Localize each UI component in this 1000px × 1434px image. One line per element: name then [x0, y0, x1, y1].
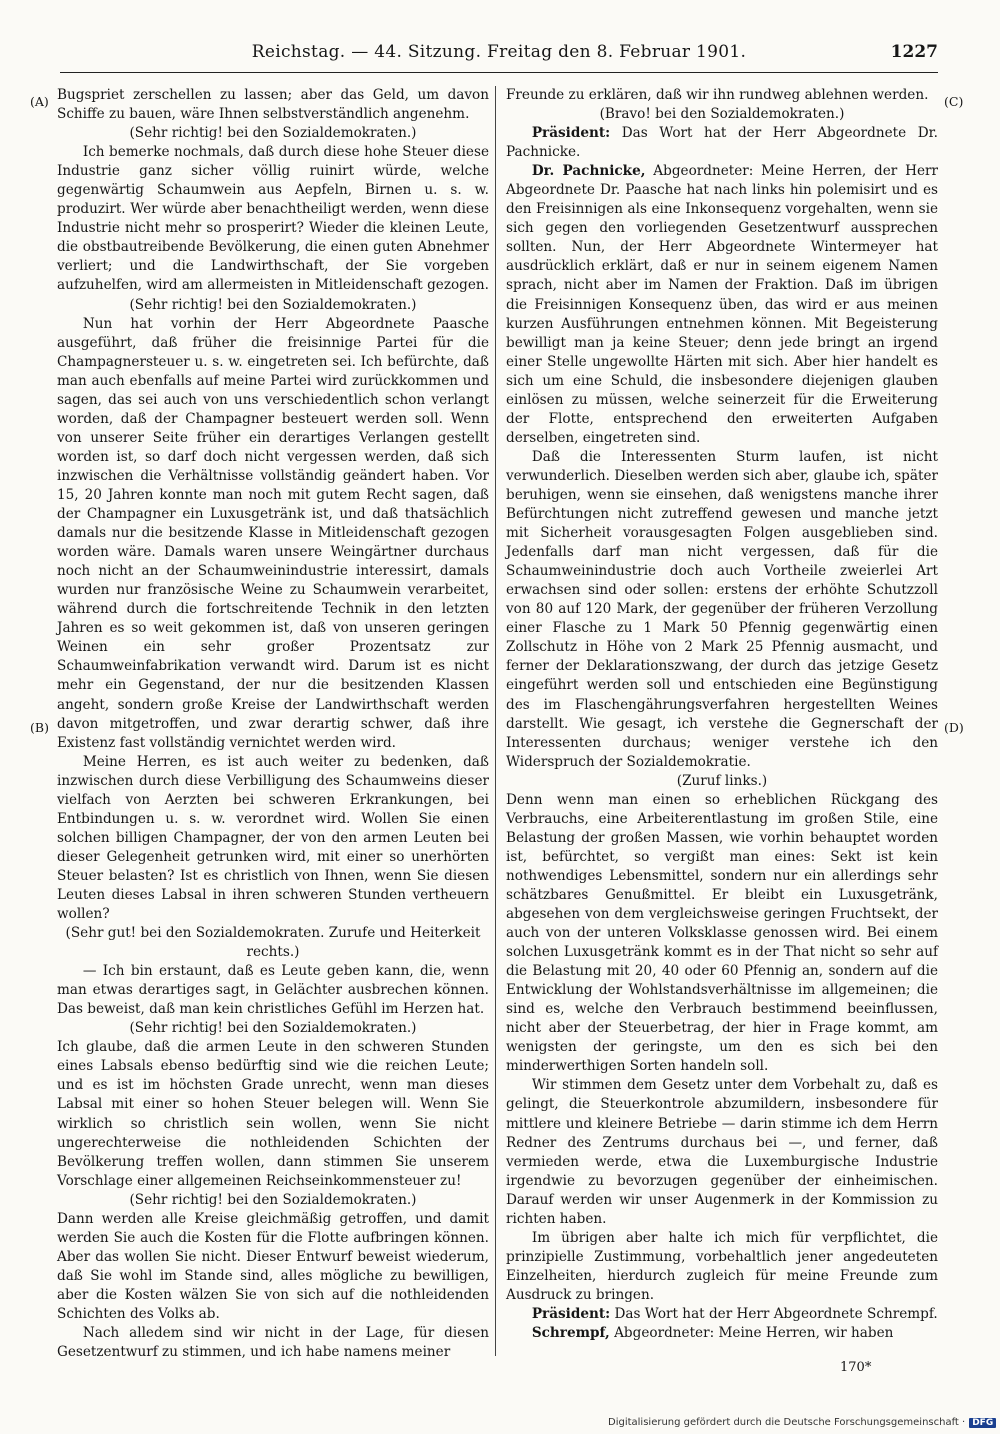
paragraph — [57, 1038, 489, 1190]
paragraph-text: (Sehr richtig! bei den Sozialdemokraten.) — [129, 125, 417, 142]
paragraph-text: (Sehr gut! bei den Sozialdemokraten. Zurufe und Heiterkeit rechts.) — [65, 925, 481, 961]
paragraph — [57, 86, 489, 124]
paragraph-text: — Ich bin erstaunt, daß es Leute geben kann, die, wenn man etwas derartiges sagt, in Gelächter ausbrechen können. Das beweist, daß man kein christliches Gefühl im Herzen hat. — [57, 963, 489, 1018]
paragraph-text: Abgeordneter: Meine Herren, der Herr Abgeordnete Dr. Paasche hat nach links hin polemisirt und es den Freisinnigen als eine Inkonsequenz vorgehalten, wenn sie sich gegen den vorliegenden Gesetzentwurf aussprechen sollten. Nun, der Herr Abgeordnete Wintermeyer hat ausdrücklich erklärt, daß er nur in seinem eigenem Namen sprach, nicht aber im Namen der Fraktion. Daß im übrigen die Freisinnigen Konsequenz üben, das wird er aus meinen kurzen Ausführungen entnehmen können. Mit Begeisterung bewilligt man ja keine Steuer; denn jede bringt an irgend einer Stelle ungewollte Härten mit sich. Aber hier handelt es sich um eine Schuld, die insbesondere diejenigen glauben einlösen zu müssen, welche seinerzeit für die Erweiterung der Flotte, entsprechend den erweiterten Aufgaben derselben, eingetreten sind. — [506, 163, 938, 446]
paragraph-text: Meine Herren, es ist auch weiter zu bedenken, daß inzwischen durch diese Verbilligung des Schaumweins dieser vielfach von Aerzten bei schweren Erkrankungen, bei Entbindungen u. s. w. verordnet wird. Wollen Sie einen solchen billigen Champagner, der von den armen Leuten bei dieser Gelegenheit getrunken wird, mit einer so unerhörten Steuer belasten? Ist es christlich von Ihnen, wenn Sie diesen Leuten dieses Labsal in ihren schweren Stunden vertheuern wollen? — [57, 753, 489, 923]
footer-text: Digitalisierung gefördert durch die Deutsche Forschungsgemeinschaft · — [608, 1417, 966, 1428]
right-column — [506, 86, 938, 1343]
paragraph-text: (Bravo! bei den Sozialdemokraten.) — [599, 106, 845, 123]
paragraph — [57, 315, 489, 753]
speaker-name: Präsident: — [531, 125, 611, 142]
paragraph — [57, 1324, 489, 1362]
interjection — [57, 924, 489, 962]
paragraph-text: Nun hat vorhin der Herr Abgeordnete Paasche ausgeführt, daß früher die freisinnige Partei für die Champagnersteuer u. s. w. eingetreten sei. Ich befürchte, daß man auch ebenfalls auf meine Partei wird zurückkommen und sagen, das sei auch von uns verschiedentlich schon verlangt worden, daß der Champagner besteuert werden soll. Wenn von unserer Seite früher ein derartiges Verlangen gestellt worden ist, so darf doch nicht vergessen werden, daß sich inzwischen die Verhältnisse vollständig geändert haben. Vor 15, 20 Jahren konnte man noch mit gutem Recht sagen, daß der Champagner ein Luxusgetränk ist, und daß thatsächlich damals nur die besitzende Klasse in Mitleidenschaft gezogen worden wäre. Damals waren unsere Weingärtner durchaus noch nicht an der Schaumweinindustrie interessirt, damals wurden nur französische Weine zu Schaumwein verarbeitet, während durch die fortschreitende Technik in den letzten Jahren es so weit gekommen ist, daß von unseren geringen Weinen ein sehr großer Prozentsatz zur Schaumweinfabrikation verwandt wird. Darum ist es nicht mehr ein Gegenstand, der nur die besitzenden Klassen angeht, sondern große Kreise der Landwirthschaft werden davon mitgetroffen, und zwar derartig schwer, daß ihre Existenz fast vollständig vernichtet werden wird. — [57, 315, 489, 751]
speaker-name: Präsident: — [531, 1306, 611, 1322]
interjection — [57, 1191, 489, 1210]
paragraph-text: Bugspriet zerschellen zu lassen; aber das Geld, um davon Schiffe zu bauen, wäre Ihnen selbstverständlich angenehm. — [57, 87, 489, 123]
interjection — [57, 1019, 489, 1038]
paragraph-text: (Zuruf links.) — [676, 772, 768, 789]
paragraph — [506, 791, 938, 1077]
paragraph — [57, 1210, 489, 1324]
paragraph-text: Ich glaube, daß die armen Leute in den schweren Stunden eines Labsals ebenso bedürftig sind wie die reichen Leute; und es ist im höchsten Grade unrecht, wenn man dieses Labsal mit einer so hohen Steuer belegen will. Wenn Sie wirklich so christlich sein wollen, wenn Sie nicht ungerechterweise die nothleidenden Schichten der Bevölkerung treffen wollen, dann stimmen Sie unserem Vorschlage einer allgemeinen Reichseinkommensteuer zu! — [57, 1039, 489, 1189]
paragraph — [506, 1324, 938, 1343]
signature-mark: 170* — [840, 1360, 872, 1375]
paragraph-text: Im übrigen aber halte ich mich für verpflichtet, die prinzipielle Zustimmung, vorbehaltlich jener angedeuteten Einzelheiten, hierdurch zugleich für meine Freunde zum Ausdruck zu bringen. — [506, 1229, 938, 1303]
paragraph — [506, 162, 938, 448]
paragraph-text: (Sehr richtig! bei den Sozialdemokraten.) — [129, 296, 417, 313]
page-number: 1227 — [890, 42, 938, 62]
interjection — [57, 296, 489, 315]
paragraph — [506, 1305, 938, 1324]
paragraph — [506, 86, 938, 105]
paragraph-text: (Sehr richtig! bei den Sozialdemokraten.) — [129, 1020, 417, 1037]
margin-mark-a: (A) — [30, 94, 49, 109]
paragraph-text: Ich bemerke nochmals, daß durch diese hohe Steuer diese Industrie ganz sicher völlig ruinirt würde, welche gegenwärtig Schaumwein aus Aepfeln, Birnen u. s. w. produzirt. Wer würde aber benachtheiligt werden, wenn diese Industrie nicht mehr so prosperirt? Wieder die kleinen Leute, die obstbautreibende Bevölkerung, die einen guten Abnehmer verliert; und die Landwirthschaft, der Sie vorgeben aufzuhelfen, wird am allermeisten in Mitleidenschaft gezogen. — [57, 144, 490, 294]
margin-mark-b: (B) — [30, 720, 49, 735]
left-column — [57, 86, 489, 1362]
paragraph-text: (Sehr richtig! bei den Sozialdemokraten.) — [129, 1191, 417, 1208]
interjection — [57, 124, 489, 143]
interjection — [506, 105, 938, 124]
paragraph — [506, 1229, 938, 1305]
column-divider — [495, 86, 496, 1356]
paragraph-text: Daß die Interessenten Sturm laufen, ist nicht verwunderlich. Dieselben werden sich aber, glaube ich, später beruhigen, wenn sie einsehen, daß wenigstens manche ihrer Befürchtungen nicht zutreffend gewesen und manche jetzt mit Sicherheit vorausgesagten Folgen ausgeblieben sind. Jedenfalls darf man nicht vergessen, daß für die Schaumweinindustrie doch auch Vortheile zweierlei Art erwachsen sind oder sollen: erstens der erhöhte Schutzzoll von 80 auf 120 Mark, der gegenüber der früheren Verzollung einer Flasche zu 1 Mark 50 Pfennig gegenwärtig einen Zollschutz in Höhe von 2 Mark 25 Pfennig ausmacht, und ferner der Deklarationszwang, der durch das jetzige Gesetz eingeführt werden soll und entschieden eine Begünstigung des im Flaschengährungsverfahren hergestellten Weines darstellt. Wie gesagt, ich verstehe die Gegnerschaft der Interessenten durchaus; weniger verstehe ich den Widerspruch der Sozialdemokratie. — [506, 448, 938, 770]
paragraph-text: Denn wenn man einen so erheblichen Rückgang des Verbrauchs, eine Arbeiterentlastung im großen Stile, eine Belastung der großen Massen, wie vorhin behauptet worden ist, befürchtet, so vergißt man eines: Sekt ist kein nothwendiges Lebensmittel, sondern nur ein allerdings sehr schätzbares Genußmittel. Er bleibt ein Luxusgetränk, abgesehen von dem vergleichsweise geringen Fruchtsekt, der auch von der unteren Volksklasse genossen wird. Bei einem solchen Luxusgetränk kommt es in der That nicht so sehr auf die Belastung mit 20, 40 oder 60 Pfennig an, sondern auf die Entwicklung der Wohlstandsverhältnisse im allgemeinen; die sind es, welche den Verbrauch bestimmend beeinflussen, nicht aber der Steuerbetrag, der hier in Frage kommt, am wenigsten der geringste, um den es sich bei den minderwerthigen Sorten handeln soll. — [506, 791, 938, 1075]
paragraph — [57, 143, 489, 295]
paragraph-text: Dann werden alle Kreise gleichmäßig getroffen, und damit werden Sie auch die Kosten für die Flotte aufbringen können. Aber das wollen Sie nicht. Dieser Entwurf beweist wiederum, daß Sie wohl im Stande sind, alles mögliche zu bewilligen, aber die Kosten wälzen Sie von sich auf die nothleidenden Schichten des Volks ab. — [57, 1210, 489, 1322]
paragraph-text: Das Wort hat der Herr Abgeordnete Dr. Pachnicke. — [506, 125, 938, 161]
paragraph — [57, 753, 489, 924]
footer — [608, 1417, 996, 1428]
paragraph-text: Das Wort hat der Herr Abgeordnete Schrempf. — [610, 1306, 938, 1322]
margin-mark-c: (C) — [944, 94, 964, 109]
running-title: Reichstag. — 44. Sitzung. Freitag den 8. Februar 1901. — [251, 42, 747, 62]
interjection — [506, 772, 938, 791]
paragraph — [506, 1076, 938, 1228]
speaker-name: Dr. Pachnicke, — [531, 163, 646, 180]
paragraph-text: Abgeordneter: Meine Herren, wir haben — [609, 1325, 894, 1342]
dfg-logo: DFG — [969, 1418, 996, 1428]
margin-mark-d: (D) — [944, 720, 964, 735]
paragraph — [506, 448, 938, 772]
paragraph — [57, 962, 489, 1019]
paragraph-text: Freunde zu erklären, daß wir ihn rundweg ablehnen werden. — [506, 87, 929, 103]
paragraph-text: Wir stimmen dem Gesetz unter dem Vorbehalt zu, daß es gelingt, die Steuerkontrole abzumildern, insbesondere für mittlere und kleinere Betriebe — darin stimme ich dem Herrn Redner des Zentrums durchaus bei —, und ferner, daß vermieden werde, etwa die Luxemburgische Industrie irgendwie zu bevorzugen gegenüber der einheimischen. Darauf werden wir unser Augenmerk in der Kommission zu richten haben. — [506, 1077, 938, 1227]
header-rule — [60, 72, 938, 73]
paragraph-text: Nach alledem sind wir nicht in der Lage, für diesen Gesetzentwurf zu stimmen, und ich habe namens meiner — [57, 1325, 489, 1361]
speaker-name: Schrempf, — [531, 1325, 610, 1342]
paragraph — [506, 124, 938, 162]
page-header — [60, 42, 938, 68]
